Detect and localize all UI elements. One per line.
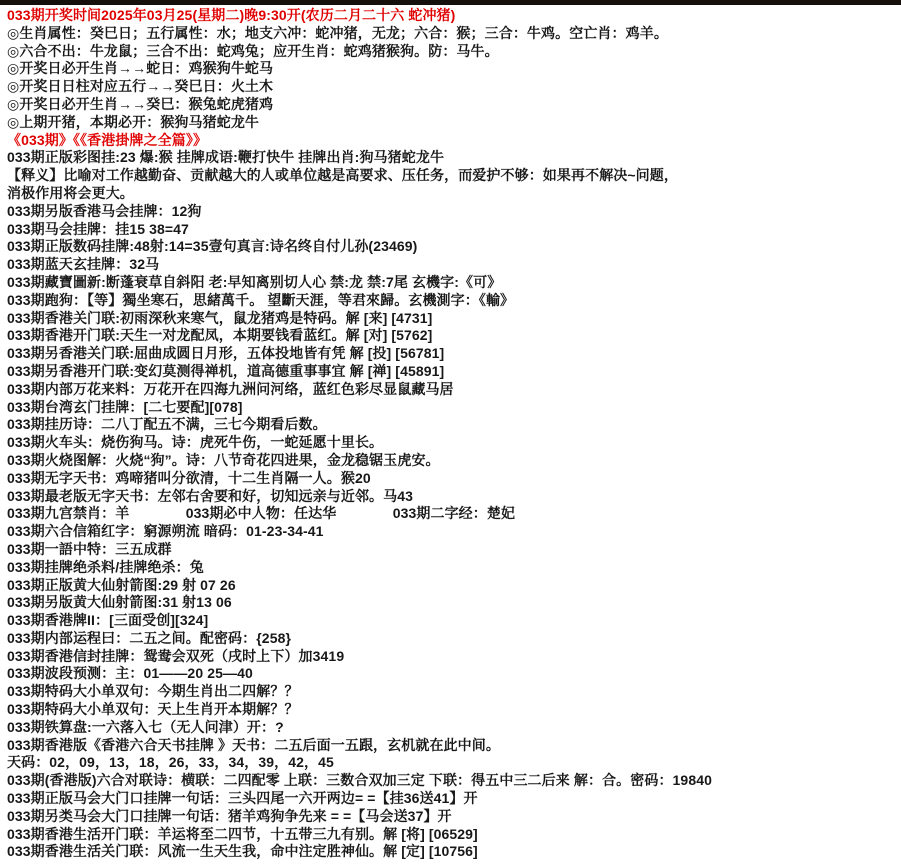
content-line: 033期跑狗：【等】獨坐寒石，思緒萬千。 望斷天涯，等君來歸。玄機測字：《輸》 (7, 291, 515, 308)
content-line: 033期火烧图解：火烧“狗”。诗：八节奇花四进果，金龙稳锯玉虎安。 (7, 451, 440, 468)
content-line: 033期香港关门联:初雨深秋来寒气，鼠龙猪鸡是特码。解 [来] [4731] (7, 309, 433, 326)
content-line: 033期台湾玄门挂牌：[二七要配][078] (7, 398, 243, 415)
lottery-info-text-block (0, 5, 901, 861)
content-line: 033期铁算盘:一六落入七（无人问津）开：? (7, 718, 284, 735)
content-line: ◎六合不出：牛龙鼠；三合不出：蛇鸡兔；应开生肖：蛇鸡猪猴狗。防：马牛。 (7, 42, 499, 59)
content-line: 033期波段预测：主：01——20 25—40 (7, 665, 253, 682)
content-line: 033期挂牌绝杀料/挂牌绝杀：兔 (7, 558, 204, 575)
content-line: 033期开奖时间2025年03月25(星期二)晚9:30开(农历二月二十六 蛇冲猪) (7, 7, 456, 23)
content-line: 033期香港版《香港六合天书挂牌 》天书：二五后面一五跟，玄机就在此中间。 (7, 736, 500, 753)
content-line: 033期特码大小单双句：天上生肖开本期解？？ (7, 701, 299, 718)
content-line: ◎生肖属性：癸巳日；五行属性：水；地支六冲：蛇冲猪，无龙；六合：猴；三合：牛鸡。空亡肖：鸡羊。 (7, 24, 668, 41)
content-line: 033期香港牌II：[三面受创][324] (7, 612, 209, 629)
content-line: 【释义】比喻对工作越勤奋、贡献越大的人或单位越是高要求、压任务，而爱护不够：如果再不解决~问题， (7, 167, 678, 184)
content-line: 033期另香港开门联:变幻莫测得禅机，道高德重事事宜 解 [禅] [45891] (7, 362, 445, 379)
content-line: 033期香港信封挂牌：鸳鸯会双死（戌时上下）加3419 (7, 647, 345, 664)
content-line: 033期特码大小单双句：今期生肖出二四解？？ (7, 683, 299, 700)
content-line: 033期内部运程曰：二五之间。配密码：{258} (7, 629, 292, 646)
content-line: 033期六合信箱红字：窮源朔流 暗码：01-23-34-41 (7, 523, 324, 540)
content-line: 033期藏寶圖新:断蓬衰草自斜阳 老:早知离别切人心 禁:龙 禁:7尾 玄機字:《可》 (7, 273, 502, 290)
content-line: 033期内部万花来料：万花开在四海九洲问河络，蓝红色彩尽显鼠藏马居 (7, 380, 454, 397)
content-line: 033期最老版无字天书：左邻右舍要和好，切知远亲与近邻。马43 (7, 487, 414, 504)
content-line: 033期香港生活关门联：风流一生天生我，命中注定胜神仙。解 [定] [10756] (7, 843, 478, 860)
content-line: 消极作用将会更大。 (7, 184, 134, 201)
content-line: 033期正版黄大仙射箭图:29 射 07 26 (7, 576, 236, 593)
content-line: 033期香港开门联:天生一对龙配凤，本期要钱看蓝红。解 [对] [5762] (7, 327, 433, 344)
content-line: ◎开奖日必开生肖→→蛇日：鸡猴狗牛蛇马 (7, 60, 274, 77)
content-line: ◎开奖日日柱对应五行→→癸巳日：火土木 (7, 78, 274, 95)
content-line: 033期另类马会大门口挂牌一句话：猪羊鸡狗争先来 = =【马会送37】开 (7, 807, 452, 824)
content-line: 033期蓝天玄挂牌：32马 (7, 256, 160, 273)
content-line: 033期一語中特：三五成群 (7, 540, 172, 557)
content-line: 天码：02，09，13，18，26，33，34，39，42，45 (7, 754, 334, 771)
content-line: 033期正版彩图挂:23 爆:猴 挂牌成语:鞭打快牛 挂牌出肖:狗马猪蛇龙牛 (7, 149, 445, 166)
content-line: ◎开奖日必开生肖→→癸巳：猴兔蛇虎猪鸡 (7, 95, 274, 112)
content-line: 033期香港生活开门联：羊运将至二四节，十五带三九有别。解 [将] [06529] (7, 825, 478, 842)
content-line: 033期火车头：烧伤狗马。诗：虎死牛伤，一蛇延愿十里长。 (7, 434, 384, 451)
content-line: 033期另版黄大仙射箭图:31 射13 06 (7, 594, 232, 611)
content-line: 033期另版香港马会挂牌：12狗 (7, 202, 202, 219)
content-line: 033期马会挂牌：挂15 38=47 (7, 220, 189, 237)
content-line: 《033期》《《香港掛牌之全篇》》 (7, 131, 208, 148)
content-line: 033期正版数码挂牌:48射:14=35壹句真言:诗名终自付儿孙(23469) (7, 238, 418, 255)
content-line: 033期无字天书：鸡啼猪叫分欲清，十二生肖隔一人。猴20 (7, 469, 371, 486)
content-line: 033期九宫禁肖：羊 033期必中人物：任达华 033期二字经：楚妃 (7, 505, 516, 522)
content-line: 033期正版马会大门口挂牌一句话：三头四尾一六开两边= =【挂36送41】开 (7, 790, 478, 807)
content-line: 033期挂历诗：二八丁配五不满，三七今期看后数。 (7, 416, 327, 433)
content-line: ◎上期开猪，本期必开：猴狗马猪蛇龙牛 (7, 113, 260, 130)
content-line: 033期另香港关门联:屈曲成圆日月形，五体投地皆有凭 解 [投] [56781] (7, 345, 445, 362)
content-line: 033期(香港版)六合对联诗：横联：二四配零 上联：三数合双加三定 下联：得五中三二后来 解：合。密码：19840 (7, 772, 712, 789)
